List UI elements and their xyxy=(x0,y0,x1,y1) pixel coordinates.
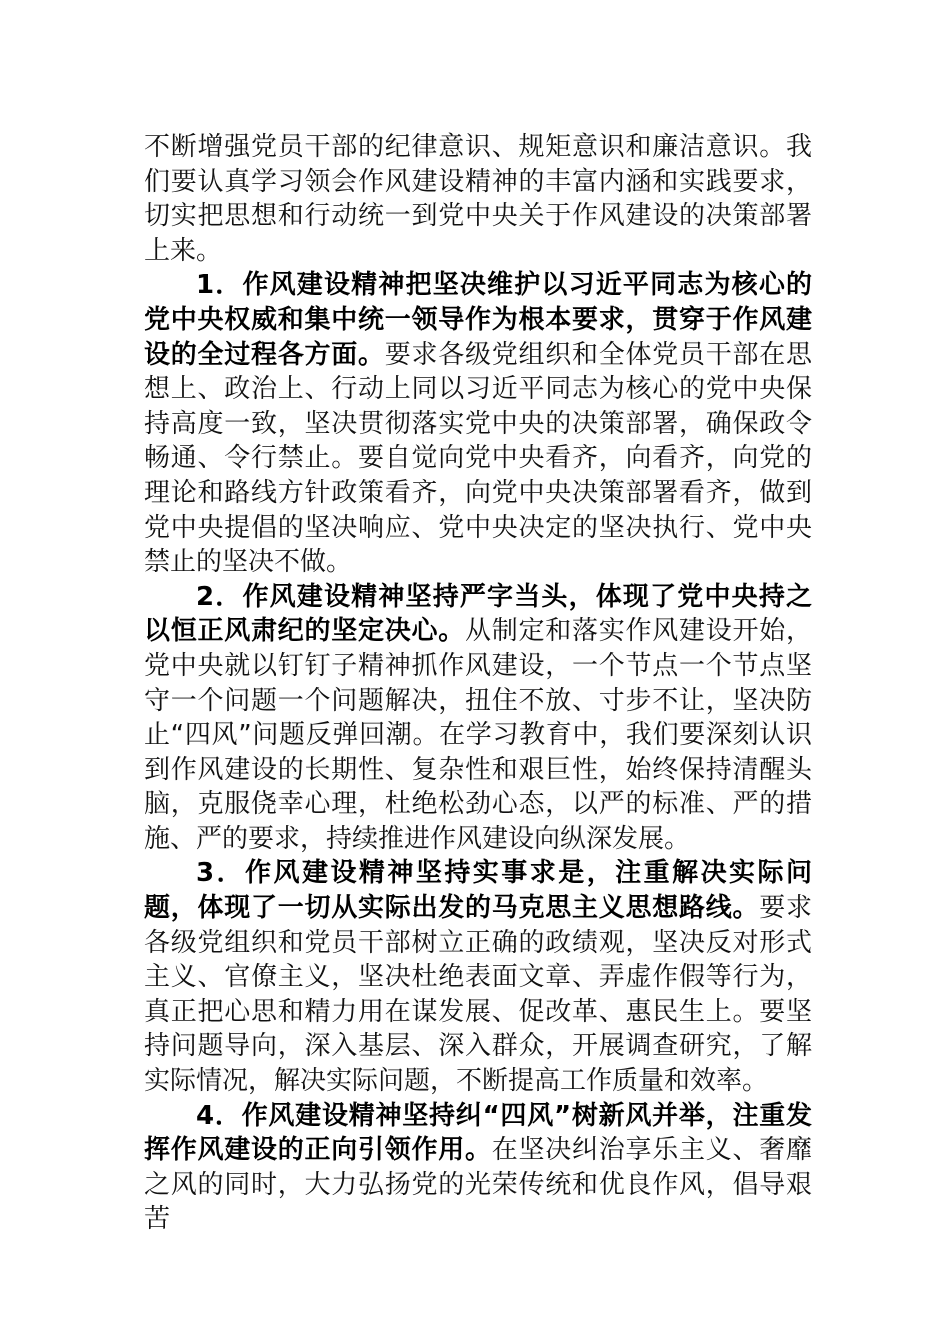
paragraph-lead: 4．作风建设精神坚持纠“四风”树新风并举，注重发挥作风建设的正向引领作用。 xyxy=(144,1100,812,1166)
paragraph-text: 在坚决纠治享乐主义、奢靡之风的同时，大力弘扬党的光荣传统和优良作风，倡导艰苦 xyxy=(144,1135,812,1235)
paragraph-point-1 xyxy=(144,268,812,579)
paragraph-point-4 xyxy=(144,1099,812,1237)
paragraph-lead: 2．作风建设精神坚持严字当头，体现了党中央持之以恒正风肃纪的坚定决心。 xyxy=(144,581,812,647)
paragraph-continuation xyxy=(144,130,812,268)
paragraph-text: 要求各级党组织和党员干部树立正确的政绩观，坚决反对形式主义、官僚主义，坚决杜绝表面文章、弄虚作假等行为，真正把心思和精力用在谋发展、促改革、惠民生上。要坚持问题导向，深入基层、深入群众，开展调查研究，了解实际情况，解决实际问题，不断提高工作质量和效率。 xyxy=(144,893,812,1097)
paragraph-point-2 xyxy=(144,580,812,857)
paragraph-lead: 3．作风建设精神坚持实事求是，注重解决实际问题，体现了一切从实际出发的马克思主义思想路线。 xyxy=(144,858,812,924)
paragraph-lead: 1．作风建设精神把坚决维护以习近平同志为核心的党中央权威和集中统一领导作为根本要求，贯穿于作风建设的全过程各方面。 xyxy=(144,270,812,370)
paragraph-text: 从制定和落实作风建设开始，党中央就以钉钉子精神抓作风建设，一个节点一个节点坚守一个问题一个问题解决，扭住不放、寸步不让，坚决防止“四风”问题反弹回潮。在学习教育中，我们要深刻认识到作风建设的长期性、复杂性和艰巨性，始终保持清醒头脑，克服侥幸心理，杜绝松劲心态，以严的标准、严的措施、严的要求，持续推进作风建设向纵深发展。 xyxy=(144,616,812,854)
paragraph-text: 不断增强党员干部的纪律意识、规矩意识和廉洁意识。我们要认真学习领会作风建设精神的丰富内涵和实践要求，切实把思想和行动统一到党中央关于作风建设的决策部署上来。 xyxy=(144,132,812,266)
paragraph-text: 要求各级党组织和全体党员干部在思想上、政治上、行动上同以习近平同志为核心的党中央保持高度一致，坚决贯彻落实党中央的决策部署，确保政令畅通、令行禁止。要自觉向党中央看齐，向看齐，向党的理论和路线方针政策看齐，向党中央决策部署看齐，做到党中央提倡的坚决响应、党中央决定的坚决执行、党中央禁止的坚决不做。 xyxy=(144,339,812,578)
paragraph-point-3 xyxy=(144,856,812,1098)
document-body xyxy=(144,130,812,1237)
